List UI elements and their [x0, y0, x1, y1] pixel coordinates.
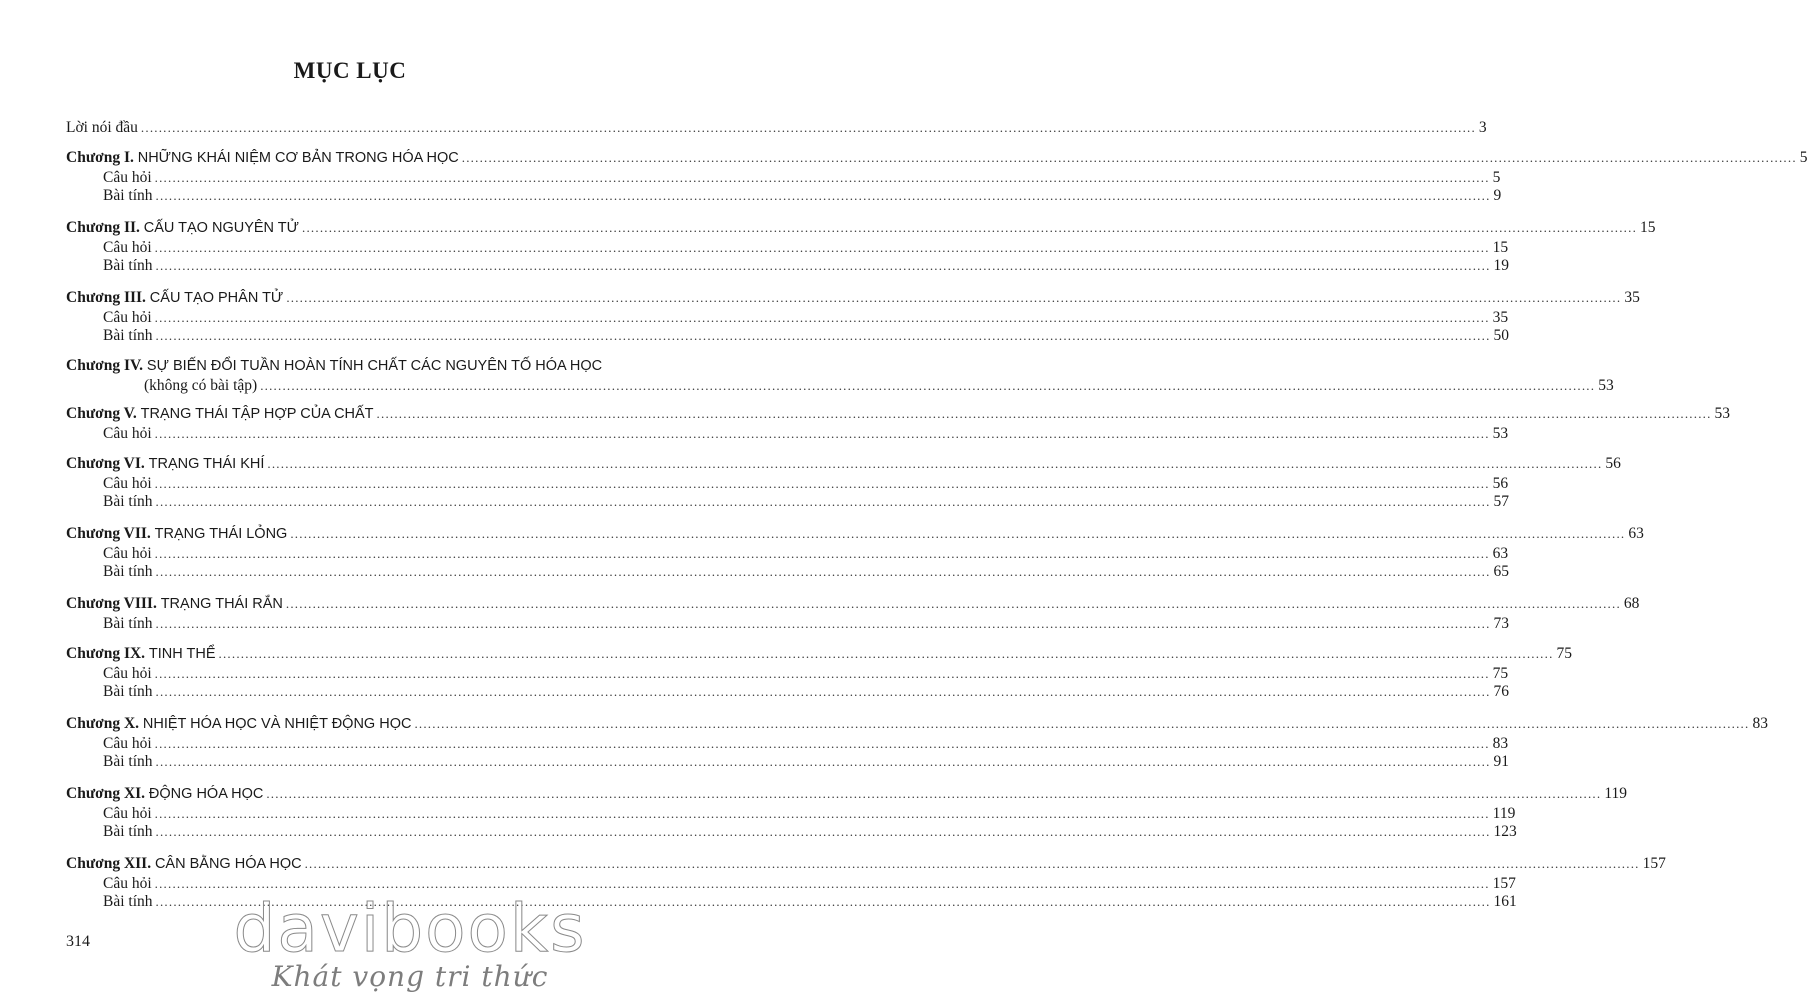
toc-entry — [103, 474, 1509, 494]
toc-chapter-entry — [66, 594, 1640, 614]
dot-leader: ............................................................................................................................................................................................................................................................................................................ — [267, 456, 1603, 471]
page-title: MỤC LỤC — [293, 58, 407, 83]
toc-entry — [103, 752, 1510, 772]
chapter-number: Chương II. — [66, 219, 140, 236]
entry-page-number: 56 — [1605, 455, 1621, 472]
entry-label: Bài tính — [103, 257, 153, 274]
dot-leader: ............................................................................................................................................................................................................................................................................................................ — [155, 188, 1491, 203]
dot-leader: ............................................................................................................................................................................................................................................................................................................ — [154, 666, 1490, 681]
toc-chapter-entry — [66, 288, 1640, 308]
toc-entry — [103, 734, 1509, 754]
dot-leader: ............................................................................................................................................................................................................................................................................................................ — [140, 120, 1476, 135]
toc-entry — [103, 308, 1509, 328]
entry-page-number: 15 — [1640, 219, 1656, 236]
chapter-heading — [66, 644, 216, 664]
entry-label: Bài tính — [103, 683, 153, 700]
toc-chapter-entry — [66, 454, 1621, 474]
entry-page-number: 119 — [1492, 805, 1516, 822]
entry-page-number: 157 — [1492, 875, 1516, 892]
dot-leader: ............................................................................................................................................................................................................................................................................................................ — [155, 824, 1491, 839]
entry-page-number: 76 — [1493, 683, 1510, 700]
entry-page-number: 83 — [1492, 735, 1509, 752]
chapter-number: Chương IX. — [66, 645, 146, 662]
dot-leader: ............................................................................................................................................................................................................................................................................................................ — [154, 476, 1490, 491]
chapter-title: CÂN BẰNG HÓA HỌC — [154, 856, 302, 872]
entry-label: Bài tính — [103, 187, 153, 204]
toc-entry — [103, 256, 1510, 276]
dot-leader: ............................................................................................................................................................................................................................................................................................................ — [155, 754, 1491, 769]
entry-page-number: 5 — [1492, 169, 1501, 186]
chapter-title: CẤU TẠO PHÂN TỬ — [149, 290, 284, 306]
dot-leader: ............................................................................................................................................................................................................................................................................................................ — [302, 220, 1638, 235]
dot-leader: ............................................................................................................................................................................................................................................................................................................ — [285, 596, 1621, 611]
dot-leader: ............................................................................................................................................................................................................................................................................................................ — [154, 806, 1490, 821]
entry-page-number: 157 — [1642, 855, 1666, 872]
entry-page-number: 15 — [1492, 239, 1509, 256]
toc-chapter-entry — [66, 404, 1731, 424]
entry-label: Câu hỏi — [103, 239, 152, 256]
dot-leader: ............................................................................................................................................................................................................................................................................................................ — [155, 494, 1491, 509]
chapter-heading — [66, 148, 459, 168]
chapter-heading — [66, 854, 302, 874]
entry-page-number: 91 — [1493, 753, 1510, 770]
chapter-title: SỰ BIẾN ĐỔI TUẦN HOÀN TÍNH CHẤT CÁC NGUYÊN TỐ HÓA HỌC — [146, 358, 603, 374]
entry-page-number: 56 — [1492, 475, 1509, 492]
dot-leader: ............................................................................................................................................................................................................................................................................................................ — [154, 240, 1490, 255]
dot-leader: ............................................................................................................................................................................................................................................................................................................ — [154, 876, 1490, 891]
entry-label: Câu hỏi — [103, 665, 152, 682]
entry-page-number: 19 — [1493, 257, 1510, 274]
chapter-heading — [66, 356, 602, 376]
chapter-title: NHIỆT HÓA HỌC VÀ NHIỆT ĐỘNG HỌC — [142, 716, 412, 732]
chapter-number: Chương I. — [66, 149, 134, 166]
dot-leader: ............................................................................................................................................................................................................................................................................................................ — [155, 616, 1491, 631]
toc-entry — [103, 822, 1517, 842]
dot-leader: ............................................................................................................................................................................................................................................................................................................ — [155, 564, 1491, 579]
toc-entry — [103, 562, 1510, 582]
chapter-heading — [66, 594, 283, 614]
entry-label: Câu hỏi — [103, 425, 152, 442]
entry-page-number: 119 — [1604, 785, 1628, 802]
toc-entry — [103, 682, 1510, 702]
entry-label: Câu hỏi — [103, 735, 152, 752]
chapter-heading — [66, 784, 263, 804]
dot-leader: ............................................................................................................................................................................................................................................................................................................ — [260, 378, 1596, 393]
toc-entry — [103, 804, 1516, 824]
entry-page-number: 75 — [1492, 665, 1509, 682]
toc-entry — [103, 664, 1509, 684]
entry-label: Câu hỏi — [103, 805, 152, 822]
entry-page-number: 161 — [1493, 893, 1517, 910]
toc-entry — [103, 238, 1509, 258]
chapter-title: TRẠNG THÁI LỎNG — [154, 526, 288, 542]
chapter-number: Chương XII. — [66, 855, 152, 872]
chapter-heading — [66, 218, 299, 238]
dot-leader: ............................................................................................................................................................................................................................................................................................................ — [154, 736, 1490, 751]
toc-entry — [103, 424, 1509, 444]
entry-label: Lời nói đầu — [66, 119, 138, 136]
entry-label: Bài tính — [103, 753, 153, 770]
entry-label: Bài tính — [103, 563, 153, 580]
chapter-title: TRẠNG THÁI RẮN — [160, 596, 283, 612]
entry-label: Bài tính — [103, 823, 153, 840]
chapter-number: Chương VI. — [66, 455, 145, 472]
toc-chapter-entry — [66, 218, 1656, 238]
chapter-number: Chương VII. — [66, 525, 151, 542]
entry-label: Bài tính — [103, 893, 153, 910]
toc-entry — [144, 376, 1614, 396]
entry-label: Câu hỏi — [103, 545, 152, 562]
chapter-heading — [66, 714, 411, 734]
dot-leader: ............................................................................................................................................................................................................................................................................................................ — [376, 406, 1712, 421]
entry-label: Bài tính — [103, 493, 153, 510]
dot-leader: ............................................................................................................................................................................................................................................................................................................ — [155, 328, 1491, 343]
toc-entry — [103, 186, 1502, 206]
entry-label: Câu hỏi — [103, 475, 152, 492]
dot-leader: ............................................................................................................................................................................................................................................................................................................ — [304, 856, 1640, 871]
toc-chapter-entry — [66, 148, 1808, 168]
dot-leader: ............................................................................................................................................................................................................................................................................................................ — [218, 646, 1554, 661]
chapter-title: NHỮNG KHÁI NIỆM CƠ BẢN TRONG HÓA HỌC — [137, 150, 459, 166]
entry-page-number: 83 — [1752, 715, 1768, 732]
chapter-title: TRẠNG THÁI TẬP HỢP CỦA CHẤT — [140, 406, 374, 422]
chapter-heading — [66, 404, 374, 424]
entry-label: Câu hỏi — [103, 875, 152, 892]
entry-page-number: 53 — [1598, 377, 1614, 394]
chapter-number: Chương VIII. — [66, 595, 157, 612]
chapter-heading — [66, 524, 287, 544]
entry-label: Câu hỏi — [103, 309, 152, 326]
toc-chapter-entry — [66, 784, 1628, 804]
toc-entry — [66, 118, 1487, 138]
page-number: 314 — [66, 933, 90, 950]
entry-page-number: 53 — [1492, 425, 1509, 442]
toc-chapter-entry — [66, 356, 648, 376]
toc-chapter-entry — [66, 714, 1768, 734]
dot-leader: ............................................................................................................................................................................................................................................................................................................ — [154, 170, 1490, 185]
entry-page-number: 63 — [1492, 545, 1509, 562]
entry-label: Câu hỏi — [103, 169, 152, 186]
entry-page-number: 63 — [1628, 525, 1644, 542]
chapter-title: TRẠNG THÁI KHÍ — [148, 456, 265, 472]
dot-leader: ............................................................................................................................................................................................................................................................................................................ — [154, 310, 1490, 325]
entry-page-number: 68 — [1623, 595, 1640, 612]
entry-page-number: 73 — [1493, 615, 1510, 632]
entry-label: (không có bài tập) — [144, 377, 258, 394]
watermark-brand: davibooks — [233, 890, 587, 967]
dot-leader: ............................................................................................................................................................................................................................................................................................................ — [286, 290, 1622, 305]
chapter-number: Chương IV. — [66, 357, 144, 374]
toc-entry — [103, 614, 1510, 634]
toc-entry — [103, 326, 1510, 346]
toc-entry — [103, 544, 1509, 564]
entry-page-number: 50 — [1493, 327, 1510, 344]
chapter-heading — [66, 288, 283, 308]
dot-leader: ............................................................................................................................................................................................................................................................................................................ — [154, 546, 1490, 561]
watermark-tagline: Khát vọng tri thức — [271, 960, 549, 993]
entry-page-number: 65 — [1493, 563, 1510, 580]
chapter-number: Chương III. — [66, 289, 146, 306]
entry-page-number: 35 — [1624, 289, 1640, 306]
toc-entry — [103, 492, 1510, 512]
dot-leader: ............................................................................................................................................................................................................................................................................................................ — [290, 526, 1626, 541]
chapter-title: TINH THỂ — [148, 646, 216, 662]
entry-label: Bài tính — [103, 327, 153, 344]
chapter-title: ĐỘNG HÓA HỌC — [148, 786, 264, 802]
toc-chapter-entry — [66, 854, 1666, 874]
chapter-number: Chương XI. — [66, 785, 146, 802]
toc-entry — [103, 168, 1501, 188]
chapter-number: Chương X. — [66, 715, 140, 732]
chapter-title: CẤU TẠO NGUYÊN TỬ — [143, 220, 300, 236]
chapter-number: Chương V. — [66, 405, 137, 422]
entry-page-number: 57 — [1493, 493, 1510, 510]
entry-page-number: 5 — [1799, 149, 1808, 166]
toc-chapter-entry — [66, 524, 1644, 544]
entry-page-number: 3 — [1478, 119, 1487, 136]
dot-leader: ............................................................................................................................................................................................................................................................................................................ — [154, 426, 1490, 441]
entry-page-number: 53 — [1714, 405, 1731, 422]
dot-leader: ............................................................................................................................................................................................................................................................................................................ — [155, 258, 1491, 273]
dot-leader: ............................................................................................................................................................................................................................................................................................................ — [155, 684, 1491, 699]
dot-leader: ............................................................................................................................................................................................................................................................................................................ — [266, 786, 1602, 801]
entry-label: Bài tính — [103, 615, 153, 632]
dot-leader: ............................................................................................................................................................................................................................................................................................................ — [461, 150, 1797, 165]
entry-page-number: 75 — [1556, 645, 1573, 662]
dot-leader: ............................................................................................................................................................................................................................................................................................................ — [414, 716, 1750, 731]
entry-page-number: 35 — [1492, 309, 1509, 326]
entry-page-number: 9 — [1493, 187, 1502, 204]
toc-chapter-entry — [66, 644, 1573, 664]
dot-leader: ............................................................................................................................................................................................................................................................................................................ — [155, 894, 1491, 909]
chapter-heading — [66, 454, 264, 474]
entry-page-number: 123 — [1493, 823, 1517, 840]
